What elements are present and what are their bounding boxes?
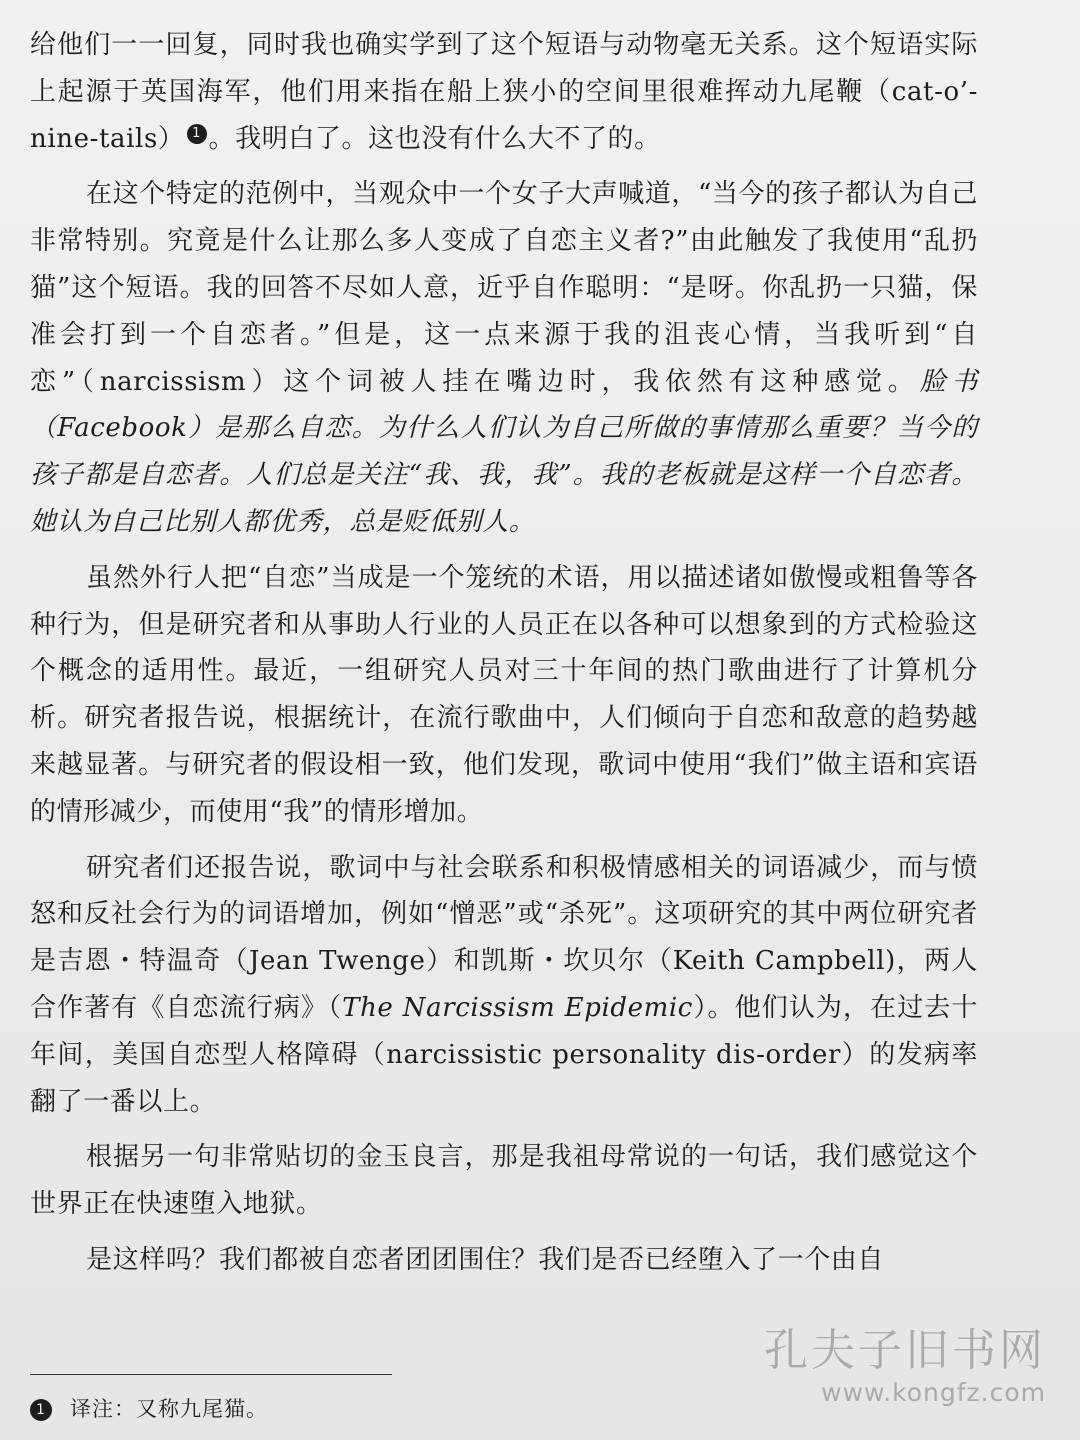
footnote [30, 1394, 268, 1424]
paragraph-2-text: 在这个特定的范例中，当观众中一个女子大声喊道，“当今的孩子都认为自己非常特别。究竟是什么让那么多人变成了自恋主义者?”由此触发了我使用“乱扔猫”这个短语。我的回答不尽如人意，近乎自作聪明：“是呀。你乱扔一只猫，保准会打到一个自恋者。”但是，这一点来源于我的沮丧心情，当我听到“自恋”（narcissism）这个词被人挂在嘴边时，我依然有这种感觉。 [30, 179, 978, 397]
paragraph-2-italic-quotes: 脸书（Facebook）是那么自恋。为什么人们认为自己所做的事情那么重要？当今的孩子都是自恋者。人们总是关注“我、我，我”。我的老板就是这样一个自恋者。她认为自己比别人都优秀，总是贬低别人。 [30, 366, 978, 537]
paragraph-5: 根据另一句非常贴切的金玉良言，那是我祖母常说的一句话，我们感觉这个世界正在快速堕入地狱。 [30, 1142, 978, 1220]
paragraph-4 [30, 845, 978, 1126]
book-title-italic: The Narcissism Epidemic [342, 992, 693, 1023]
paragraph-4-tail: ）。他们认为，在过去十年间，美国自恋型人格障碍（narcissistic personality dis-order）的发病率翻了一番以上。 [30, 992, 978, 1117]
watermark-title: 孔夫子旧书网 [764, 1325, 1046, 1376]
footnote-text: 译注：又称九尾猫。 [70, 1397, 268, 1421]
paragraph-1-tail: 。我明白了。这也没有什么大不了的。 [208, 123, 661, 154]
paragraph-4-text: 研究者们还报告说，歌词中与社会联系和积极情感相关的词语减少，而与愤怒和反社会行为的词语增加，例如“憎恶”或“杀死”。这项研究的其中两位研究者是吉恩・特温奇（Jean Twenge）和凯斯・坎贝尔（Keith Campbell)，两人合作著有《自恋流行病》（ [30, 852, 978, 1023]
paragraph-3: 虽然外行人把“自恋”当成是一个笼统的术语，用以描述诸如傲慢或粗鲁等各种行为，但是研究者和从事助人行业的人员正在以各种可以想象到的方式检验这个概念的适用性。最近，一组研究人员对三十年间的热门歌曲进行了计算机分析。研究者报告说，根据统计，在流行歌曲中，人们倾向于自恋和敌意的趋势越来越显著。与研究者的假设相一致，他们发现，歌词中使用“我们”做主语和宾语的情形减少，而使用“我”的情形增加。 [30, 562, 978, 827]
paragraph-1 [30, 22, 978, 162]
watermark [764, 1326, 1046, 1408]
body-text [30, 22, 978, 1284]
paragraph-2 [30, 171, 978, 545]
paragraph-6: 是这样吗？我们都被自恋者团团围住？我们是否已经堕入了一个由自 [86, 1244, 885, 1275]
footnote-divider [30, 1374, 392, 1375]
watermark-url: www.kongfz.com [821, 1378, 1046, 1407]
paragraph-1-text: 给他们一一回复，同时我也确实学到了这个短语与动物毫无关系。这个短语实际上起源于英国海军，他们用来指在船上狭小的空间里很难挥动九尾鞭（cat-o’-nine-tails） [30, 30, 978, 154]
footnote-reference-marker[interactable]: 1 [187, 124, 207, 144]
footnote-number-icon: 1 [30, 1399, 52, 1421]
